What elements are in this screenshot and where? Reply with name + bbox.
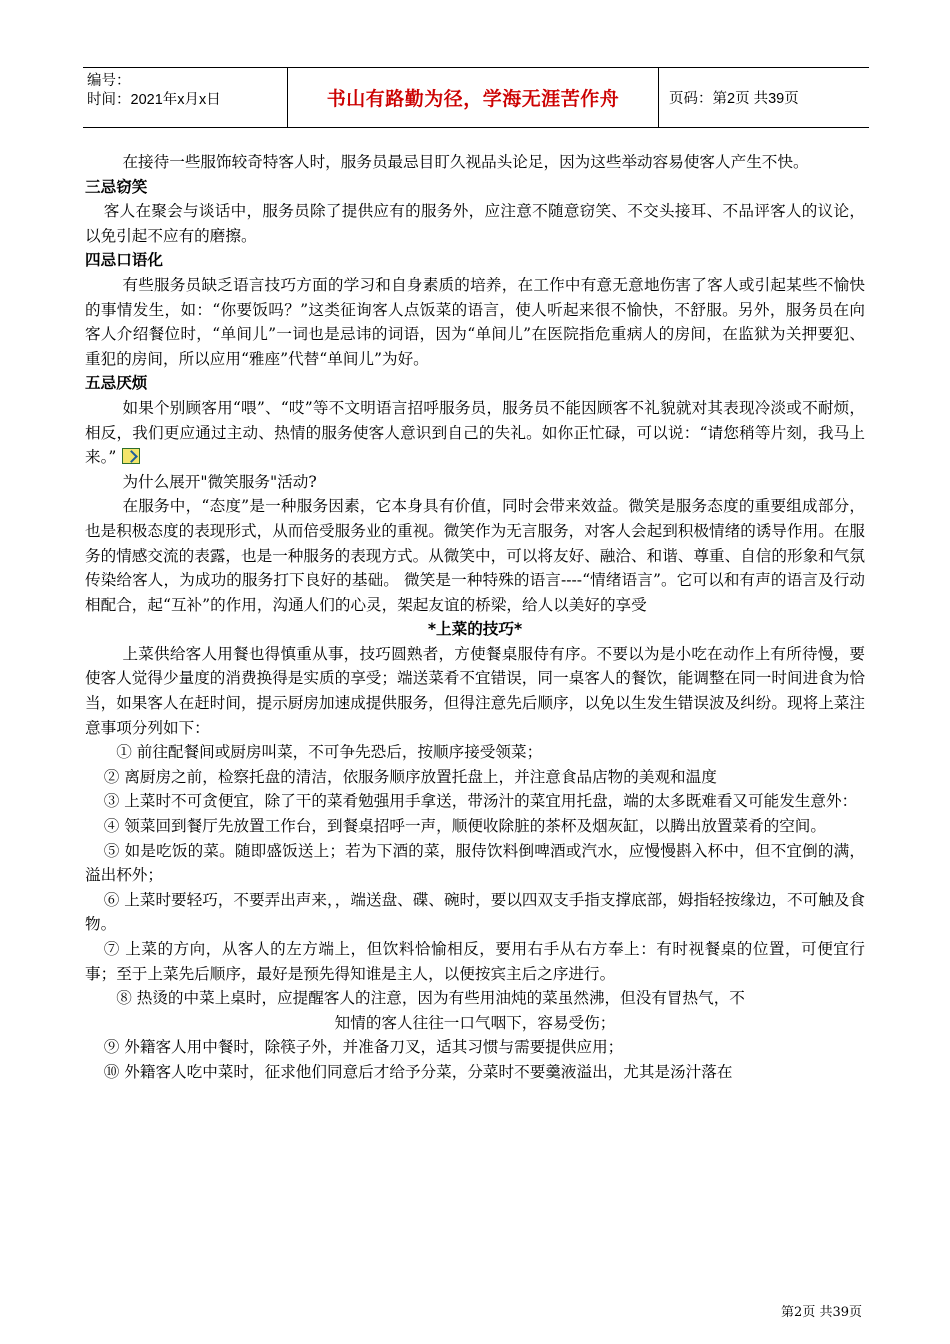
list-item: ③ 上菜时不可贪便宜，除了干的菜肴勉强用手拿送，带汤汁的菜宜用托盘，端的太多既难看又可能发生意外： [103,792,858,811]
paragraph: 客人在聚会与谈话中，服务员除了提供应有的服务外，应注意不随意窃笑、不交头接耳、不品评客人的议论，以免引起不应有的磨擦。 [85,202,865,245]
section-title: *上菜的技巧* [427,620,523,639]
header-motto: 书山有路勤为径，学海无涯苦作舟 [288,68,659,127]
header-time: 时间：2021年x月x日 [87,92,221,108]
list-item: ⑤ 如是吃饭的菜。随即盛饭送上；若为下酒的菜，服侍饮料倒啤酒或汽水，应慢慢斟入杯中，但不宜倒的满，溢出杯外； [85,841,865,885]
section-heading: 五忌厌烦 [85,374,148,393]
header-page: 页码：第2页 共39页 [669,91,799,107]
list-item: ⑨ 外籍客人用中餐时，除筷子外，并准备刀叉，适其习惯与需要提供应用； [103,1038,624,1057]
paragraph: 为什么展开"微笑服务"活动? [122,472,317,491]
page-header [83,67,869,128]
paragraph: 在接待一些服饰较奇特客人时，服务员最忌目盯久视品头论足，因为这些举动容易使客人产生不快。 [122,153,809,171]
list-item-continuation: 知情的客人往往一口气咽下，容易受伤； [334,1013,616,1032]
paragraph: 在服务中，“态度”是一种服务因素，它本身具有价值，同时会带来效益。微笑是服务态度的重要组成部分，也是积极态度的表现形式，从而倍受服务业的重视。微笑作为无言服务，对客人会起到积极情绪的诱导作用。在服务的情感交流的表露，也是一种服务的表现方式。从微笑中，可以将友好、融洽、和谐、尊重、自信的形象和气氛传染给客人，为成功的服务打下良好的基础。 微笑是一种特殊的语言----“情绪语言”。它可以和有声的语言及行动相配合，起“互补”的作用，沟通人们的心灵，架起友谊的桥梁，给人以美好的享受 [85,497,865,614]
list-item: ⑥ 上菜时要轻巧，不要弄出声来，，端送盘、碟、碗时，要以四双支手指支撑底部，姆指轻按缘边，不可触及食物。 [85,890,865,934]
list-item: ① 前往配餐间或厨房叫菜，不可争先恐后，按顺序接受领菜； [116,743,543,762]
document-link-icon[interactable] [122,448,140,464]
list-item: ⑩ 外籍客人吃中菜时，征求他们同意后才给予分菜，分菜时不要羹液溢出，尤其是汤汁落在 [103,1062,733,1081]
header-number: 编号： [87,73,131,89]
document-body [85,150,865,1085]
list-item: ⑧ 热烫的中菜上桌时，应提醒客人的注意，因为有些用油炖的菜虽然沸，但没有冒热气，不 [116,989,745,1008]
page-footer: 第2页 共39页 [781,1305,862,1320]
section-heading: 三忌窃笑 [85,177,148,196]
paragraph: 上菜供给客人用餐也得慎重从事，技巧圆熟者，方使餐桌服侍有序。不要以为是小吃在动作上有所待慢，要使客人觉得少量度的消费换得是实质的享受；端送菜肴不宜错误，同一桌客人的餐饮，能调整在同一时间进食为恰当，如果客人在赶时间，提示厨房加速成提供服务，但得注意先后顺序，以免以生发生错误波及纠纷。现将上菜注意事项分列如下： [85,644,865,737]
list-item: ② 离厨房之前，检察托盘的清洁，依服务顺序放置托盘上，并注意食品店物的美观和温度 [103,767,717,786]
header-meta [83,68,288,127]
list-item: ⑦ 上菜的方向，从客人的左方端上，但饮料恰愉相反，要用右手从右方奉上：有时视餐桌的位置，可便宜行事；至于上菜先后顺序，最好是预先得知谁是主人，以便按宾主后之序进行。 [85,940,865,983]
paragraph-text: 如果个别顾客用“喂”、“哎”等不文明语言招呼服务员，服务员不能因顾客不礼貌就对其表现冷淡或不耐烦，相反，我们更应通过主动、热情的服务使客人意识到自己的失礼。如你正忙碌，可以说：“请您稍等片刻，我马上来。” [85,398,865,467]
paragraph [85,396,865,470]
section-heading: 四忌口语化 [85,251,163,270]
paragraph: 有些服务员缺乏语言技巧方面的学习和自身素质的培养，在工作中有意无意地伤害了客人或引起某些不愉快的事情发生，如：“你要饭吗？”这类征询客人点饭菜的语言，使人听起来很不愉快，不舒服。另外，服务员在向客人介绍餐位时，“单间儿”一词也是忌讳的词语，因为“单间儿”在医院指危重病人的房间，在监狱为关押要犯、重犯的房间，所以应用“雅座”代替“单间儿”为好。 [85,275,865,368]
list-item: ④ 领菜回到餐厅先放置工作台，到餐桌招呼一声，顺便收除脏的茶杯及烟灰缸，以腾出放置菜肴的空间。 [103,817,826,836]
